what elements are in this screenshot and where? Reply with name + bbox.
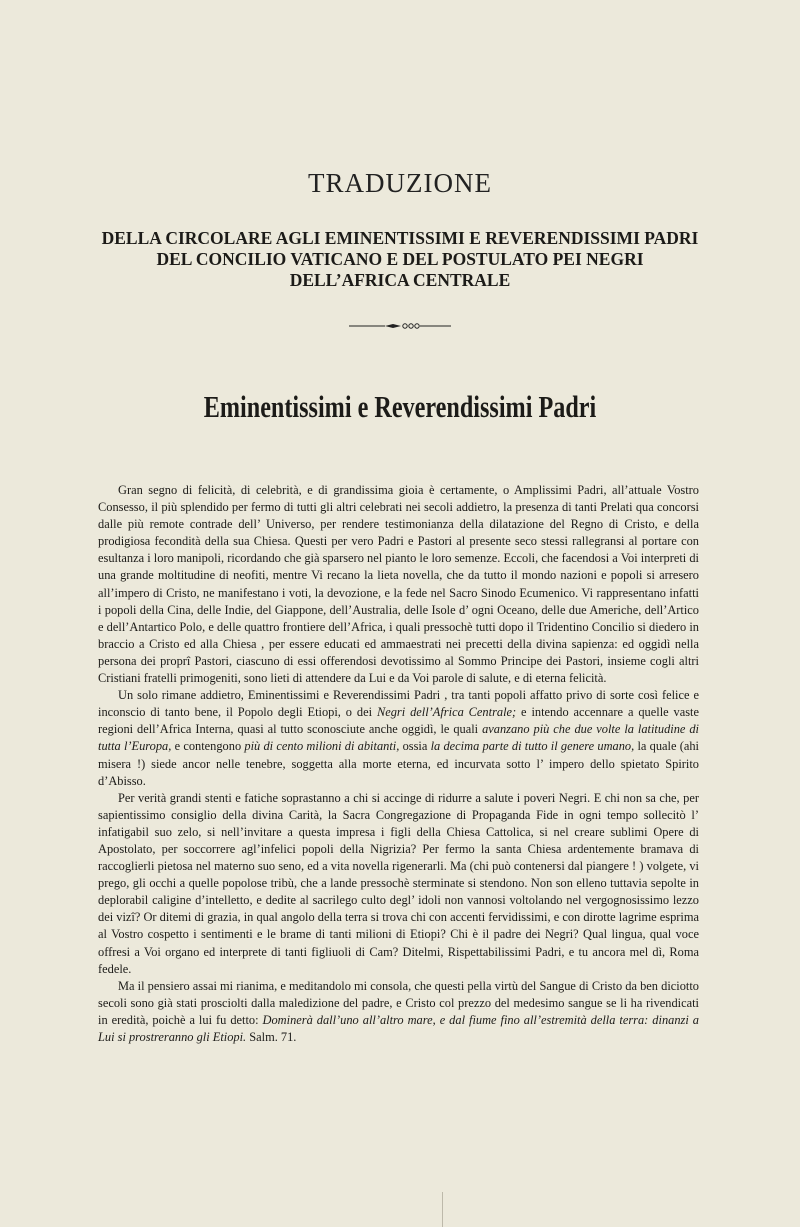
italic-phrase: e dal fiume fino all’estremità della terra: dinanzi a Lui si prostreranno gli Etiopi. [98, 1012, 699, 1044]
italic-phrase: Dominerà dall’uno all’altro mare, [262, 1012, 436, 1027]
page-fold-mark [442, 1192, 443, 1227]
subtitle-line: DELL’AFRICA CENTRALE [289, 270, 511, 290]
paragraph: Un solo rimane addietro, Eminentissimi e Reverendissimi Padri , tra tanti popoli affatto privo di sorte così felice e inconscio di tanto bene, il Popolo degli Etiopi, o dei Negri dell’Africa Centrale; e intendo accennare a quelle vaste regioni dell’Africa Interna, quasi al tutto sconosciute anche oggidì, le quali avanzano più che due volte la latitudine di tutta l’Europa, e contengono più di cento milioni di abitanti, ossia la decima parte di tutto il genere umano, la quale (ahi misera !) siede ancor nelle tenebre, soggetta alla morte eterna, ed incurvata sotto l’ impero dello spietato Spirito d’Abisso. [98, 688, 700, 788]
letter-body [98, 482, 699, 1046]
subtitle-line: DEL CONCILIO VATICANO E DEL POSTULATO PEI NEGRI [156, 249, 644, 269]
italic-phrase: avanzano più che due volte la latitudine di tutta l’Europa, [98, 722, 699, 754]
document-title: TRADUZIONE [308, 168, 492, 198]
subtitle-line: DELLA CIRCOLARE AGLI EMINENTISSIMI E REVERENDISSIMI PADRI [101, 228, 699, 248]
paragraph: Per verità grandi stenti e fatiche soprastanno a chi si accinge di ridurre a salute i poveri Negri. E chi non sa che, per sapientissimo consiglio della divina Carità, la Sacra Congregazione di Propaganda Fide in ogni tempo sollecitò l’ infatigabil suo zelo, si nell’invitare a questa impresa i figli della Chiesa Cattolica, si nel creare sublimi Opere di Apostolato, per soccorrere agl’infelici popoli della Nigrizia? Per fermo la santa Chiesa ardentemente bramava di raccoglierli pietosa nel materno suo seno, ed a vita novella rigenerarli. Ma (chi può contenersi dal piangere ! ) volgete, vi prego, gli occhi a quelle popolose tribù, che a lande pressochè sterminate si stendono. Non son elleno tuttavia sepolte in deplorabil caligine d’intelletto, e dedite al sacrilego culto degl’ idoli non vannosi voltolando nel vergognosissimo lezzo dei vizî? Or ditemi di grazia, in qual angolo della terra si trova chi con accenti fervidissimi, e con dirotte lagrime esprima al Vostro cospetto i sentimenti e le brame di tanti milioni di Etiopi? Chi è il padre dei Negri? Qual lingua, qual voce offresi a Voi organo ed interprete di tanti figliuoli di Cam? Ditelmi, Rispettabilissimi Padri, e tu ancora mel dì, Roma fedele. [98, 790, 699, 976]
paragraph: Gran segno di felicità, di celebrità, e di grandissima gioia è certamente, o Amplissimi Padri, all’attuale Vostro Consesso, il più splendido per fermo di tutti gli altri celebrati nei secoli addietro, la presenza di tanti Prelati qua concorsi dalle più remote contrade dell’ Universo, per rendere testimonianza della dilatazione del Regno di Cristo, e della prodigiosa fecondità della sua Chiesa. Questi per vero Padri e Pastori al presente seco stessi rallegransi al portare con esultanza i loro manipoli, ricordando che già sparsero nel pianto le loro semenze. Eccoli, che facendosi a Voi interpreti di una grande moltitudine di neofiti, mentre Vi recano la lieta novella, che da tutto il mondo nazioni e popoli si arresero all’impero di Cristo, ne manifestano i voti, la devozione, e la fede nel Sacro Sinodo Ecumenico. Vi rappresentano infatti i popoli della Cina, delle Indie, del Giappone, dell’Australia, delle Isole d’ ogni Oceano, delle due Americhe, dell’Artico e dell’Antartico Polo, e delle quattro frontiere dell’Africa, i quali pressochè tutti dopo il Tridentino Concilio si diedero in braccio a Cristo ed alla Chiesa , per essere educati ed ammaestrati nei precetti della divina sapienza: ed oggidì nella persona dei proprî Pastori, ciascuno di essi offerendosi devotissimo al Sommo Principe dei Pastori, insieme cogli altri Cristiani fratelli primogeniti, sono lieti di attendere da Lui e da Voi parole di salute, e di eterna felicità. [98, 483, 699, 686]
italic-phrase: più di cento milioni di abitanti, [244, 739, 400, 754]
italic-phrase: la decima parte di tutto il genere umano, [430, 739, 635, 754]
italic-phrase: Negri dell’Africa Centrale; [376, 705, 517, 720]
salutation-heading: Eminentissimi e Reverendissimi Padri [203, 389, 597, 424]
document-subtitle [70, 228, 730, 291]
ornament-divider [349, 322, 451, 330]
paragraph: Ma il pensiero assai mi rianima, e meditandolo mi consola, che questi pella virtù del Sangue di Cristo da ben diciotto secoli sono già stati prosciolti dalla maledizione del padre, e Cristo col prezzo del medesimo sangue se li ha rivendicati in eredità, poichè a lui fu detto: Dominerà dall’uno all’altro mare, e dal fiume fino all’estremità della terra: dinanzi a Lui si prostreranno gli Etiopi. Salm. 71. [98, 978, 699, 1044]
